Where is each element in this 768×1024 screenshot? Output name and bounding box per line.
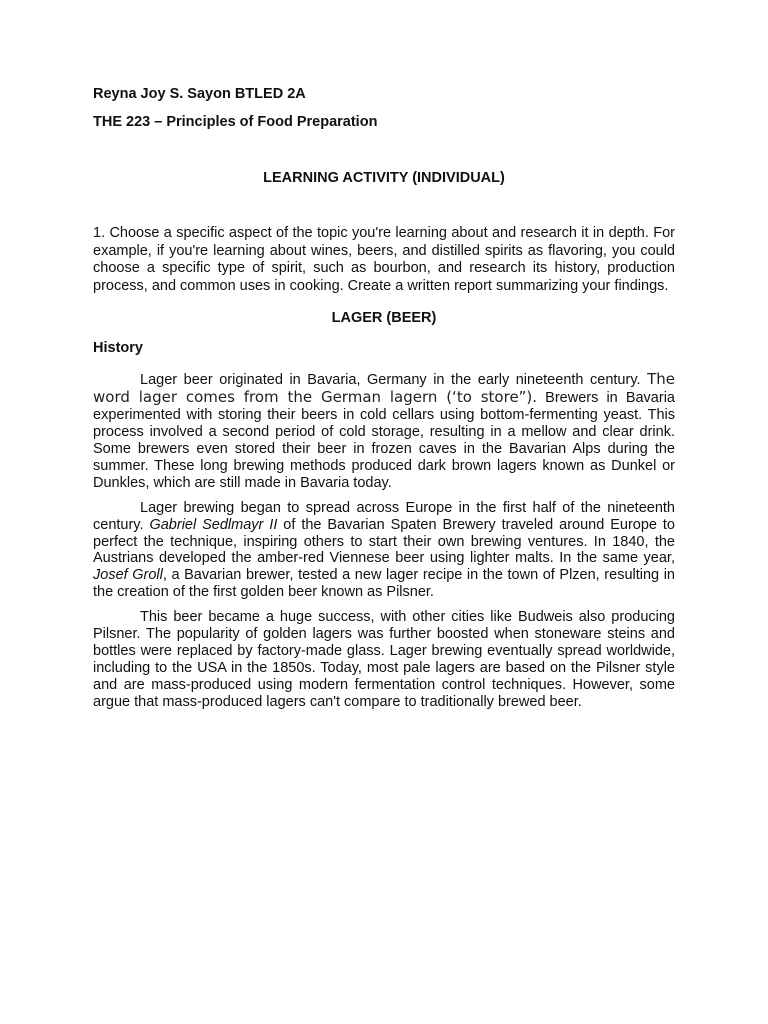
paragraph-1-text-a: Lager beer originated in Bavaria, Germany in the early nineteenth century.	[140, 372, 648, 389]
paragraph-2-text-b: of the Bavarian Spaten Brewery traveled around Europe to perfect the technique, inspiring others to start their own brewing ventures. In 1840, the Austrians developed the amber-red Viennese beer using lighter malts. In the same year,	[93, 516, 675, 567]
author-line: Reyna Joy S. Sayon BTLED 2A	[93, 86, 306, 102]
course-line: THE 223 – Principles of Food Preparation	[93, 114, 378, 130]
report-title: LAGER (BEER)	[331, 310, 437, 327]
history-paragraph-3: This beer became a huge success, with other cities like Budweis also producing Pilsner. The popularity of golden lagers was further boosted when stoneware steins and bottles were replaced by factory-made glass. Lager brewing eventually spread worldwide, including to the USA in the 1850s. Today, most pale lagers are based on the Pilsner style and are mass-produced using modern fermentation control techniques. However, some argue that mass-produced lagers can't compare to traditionally brewed beer.	[93, 609, 675, 710]
document-page	[93, 85, 675, 711]
history-heading: History	[93, 340, 143, 357]
paragraph-1-text-c: Brewers in Bavaria experimented with storing their beers in cold cellars using bottom-fermenting yeast. This process involved a second period of cold storage, resulting in a mellow and clear drink. Some brewers even stored their beer in frozen caves in the Bavarian Alps during the summer. These long brewing methods produced dark brown lagers known as Dunkel or Dunkles, which are still made in Bavaria today.	[93, 390, 675, 491]
history-paragraph-2	[93, 500, 675, 601]
paragraph-2-text-a: Lager brewing began to spread across Europe in the first half of the nineteenth century.	[93, 499, 675, 533]
person-name-sedlmayr: Gabriel Sedlmayr II	[149, 516, 278, 533]
activity-title: LEARNING ACTIVITY (INDIVIDUAL)	[263, 170, 505, 186]
task-instructions: 1. Choose a specific aspect of the topic you're learning about and research it in depth. For example, if you're learning about wines, beers, and distilled spirits as flavoring, you could choose a specific type of spirit, such as bourbon, and research its history, production process, and common uses in cooking. Create a written report summarizing your findings.	[93, 225, 675, 294]
person-name-groll: Josef Groll	[93, 567, 163, 584]
paragraph-1-etymology: The word lager comes from the German lagern (‘to store”).	[93, 370, 675, 407]
history-paragraph-1	[93, 371, 675, 491]
paragraph-2-text-c: , a Bavarian brewer, tested a new lager recipe in the town of Plzen, resulting in the creation of the first golden beer known as Pilsner.	[93, 567, 675, 601]
